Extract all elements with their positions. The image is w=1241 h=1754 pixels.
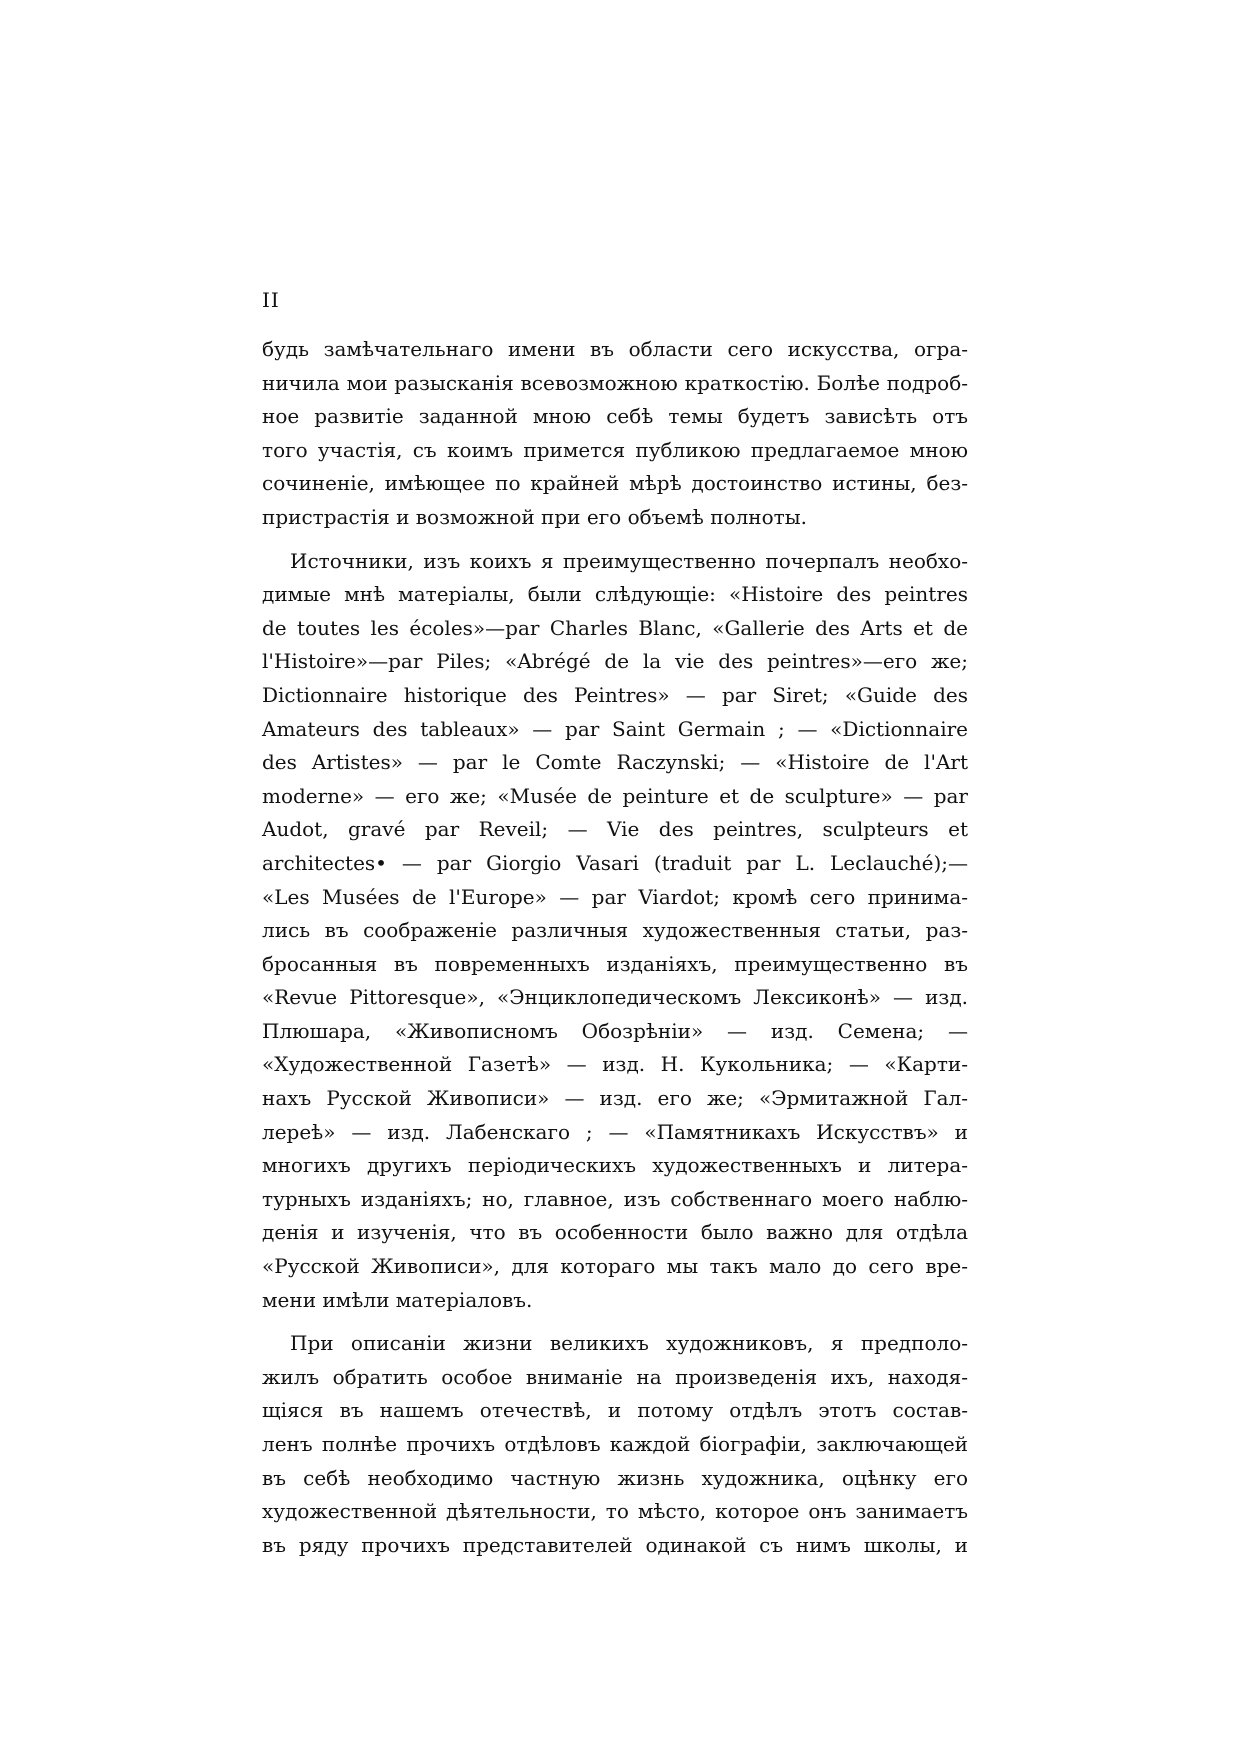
text-line: лереѣ» — изд. Лабенскаго ; — «Памятникахъ Искусствъ» и [262,1119,968,1144]
text-line: мени имѣли матеріаловъ. [262,1287,533,1312]
text-line: Источники, изъ коихъ я преимущественно почерпалъ необхо- [290,548,968,573]
text-line: ленъ полнѣе прочихъ отдѣловъ каждой біографіи, заключающей [262,1432,968,1456]
text-line: architectes• — par Giorgio Vasari (traduit par L. Leclauché);— [262,850,968,875]
text-line: димые мнѣ матеріалы, были слѣдующіе: «Histoire des peintres [262,582,968,607]
text-line: Amateurs des tableaux» — par Saint Germain ; — «Dictionnaire [262,716,968,741]
text-line: того участія, съ коимъ примется публикою предлагаемое мною [262,437,968,462]
text-line: «Русской Живописи», для котораго мы такъ мало до сего вре- [262,1254,968,1279]
text-line: Плюшара, «Живописномъ Обозрѣніи» — изд. Семена; — [262,1018,968,1043]
text-line: бросанныя въ повременныхъ изданіяхъ, преимущественно въ [262,951,968,976]
text-line: жилъ обратить особое вниманіе на произведенія ихъ, находя- [262,1364,968,1389]
text-line: денія и изученія, что въ особенности было важно для отдѣла [262,1220,968,1245]
text-line: de toutes les écoles»—par Charles Blanc, «Gallerie des Arts et de [262,615,968,640]
text-line: «Les Musées de l'Europe» — par Viardot; кромѣ сего принима- [262,884,968,909]
text-line: Dictionnaire historique des Peintres» — par Siret; «Guide des [262,682,968,707]
text-line: щіяся въ нашемъ отечествѣ, и потому отдѣлъ этотъ состав- [262,1398,968,1423]
text-line: сочиненіе, имѣющее по крайней мѣрѣ достоинство истины, без- [262,471,968,496]
text-line: ничила мои разысканія всевозможною краткостію. Болѣе подроб- [262,370,968,395]
paragraph [262,545,968,1318]
text-line: будь замѣчательнаго имени въ области сего искусства, огра- [262,337,968,361]
text-line: ное развитіе заданной мною себѣ темы будетъ зависѣть отъ [262,404,968,429]
text-line: нахъ Русской Живописи» — изд. его же; «Эрмитажной Гал- [262,1086,968,1111]
text-line: Audot, gravé par Reveil; — Vie des peintres, sculpteurs et [262,817,968,842]
paragraph-gap [262,535,968,545]
text-line: многихъ другихъ періодическихъ художественныхъ и литера- [262,1153,968,1178]
text-line: des Artistes» — par le Comte Raczynski; — «Histoire de l'Art [262,750,968,775]
paragraph-gap [262,1317,968,1327]
paragraph [262,333,968,535]
body-text [262,333,968,1562]
text-line: пристрастія и возможной при его объемѣ полноты. [262,504,807,529]
paragraph [262,1327,968,1562]
text-line: въ себѣ необходимо частную жизнь художника, оцѣнку его [262,1465,968,1490]
text-line: moderne» — его же; «Musée de peinture et de sculpture» — par [262,783,968,808]
text-line: «Revue Pittoresque», «Энциклопедическомъ Лексиконѣ» — изд. [262,985,968,1010]
text-line: лись въ соображеніе различныя художественныя статьи, раз- [262,918,968,943]
page-number: II [262,288,280,312]
text-line: турныхъ изданіяхъ; но, главное, изъ собственнаго моего наблю- [262,1186,968,1211]
text-line: «Художественной Газетѣ» — изд. Н. Кукольника; — «Карти- [262,1052,968,1077]
text-line: l'Histoire»—par Piles; «Abrégé de la vie des peintres»—его же; [262,649,968,674]
text-line: въ ряду прочихъ представителей одинакой съ нимъ школы, и [262,1532,968,1557]
text-line: художественной дѣятельности, то мѣсто, которое онъ занимаетъ [262,1499,968,1524]
text-line: При описаніи жизни великихъ художниковъ, я предполо- [290,1331,968,1356]
